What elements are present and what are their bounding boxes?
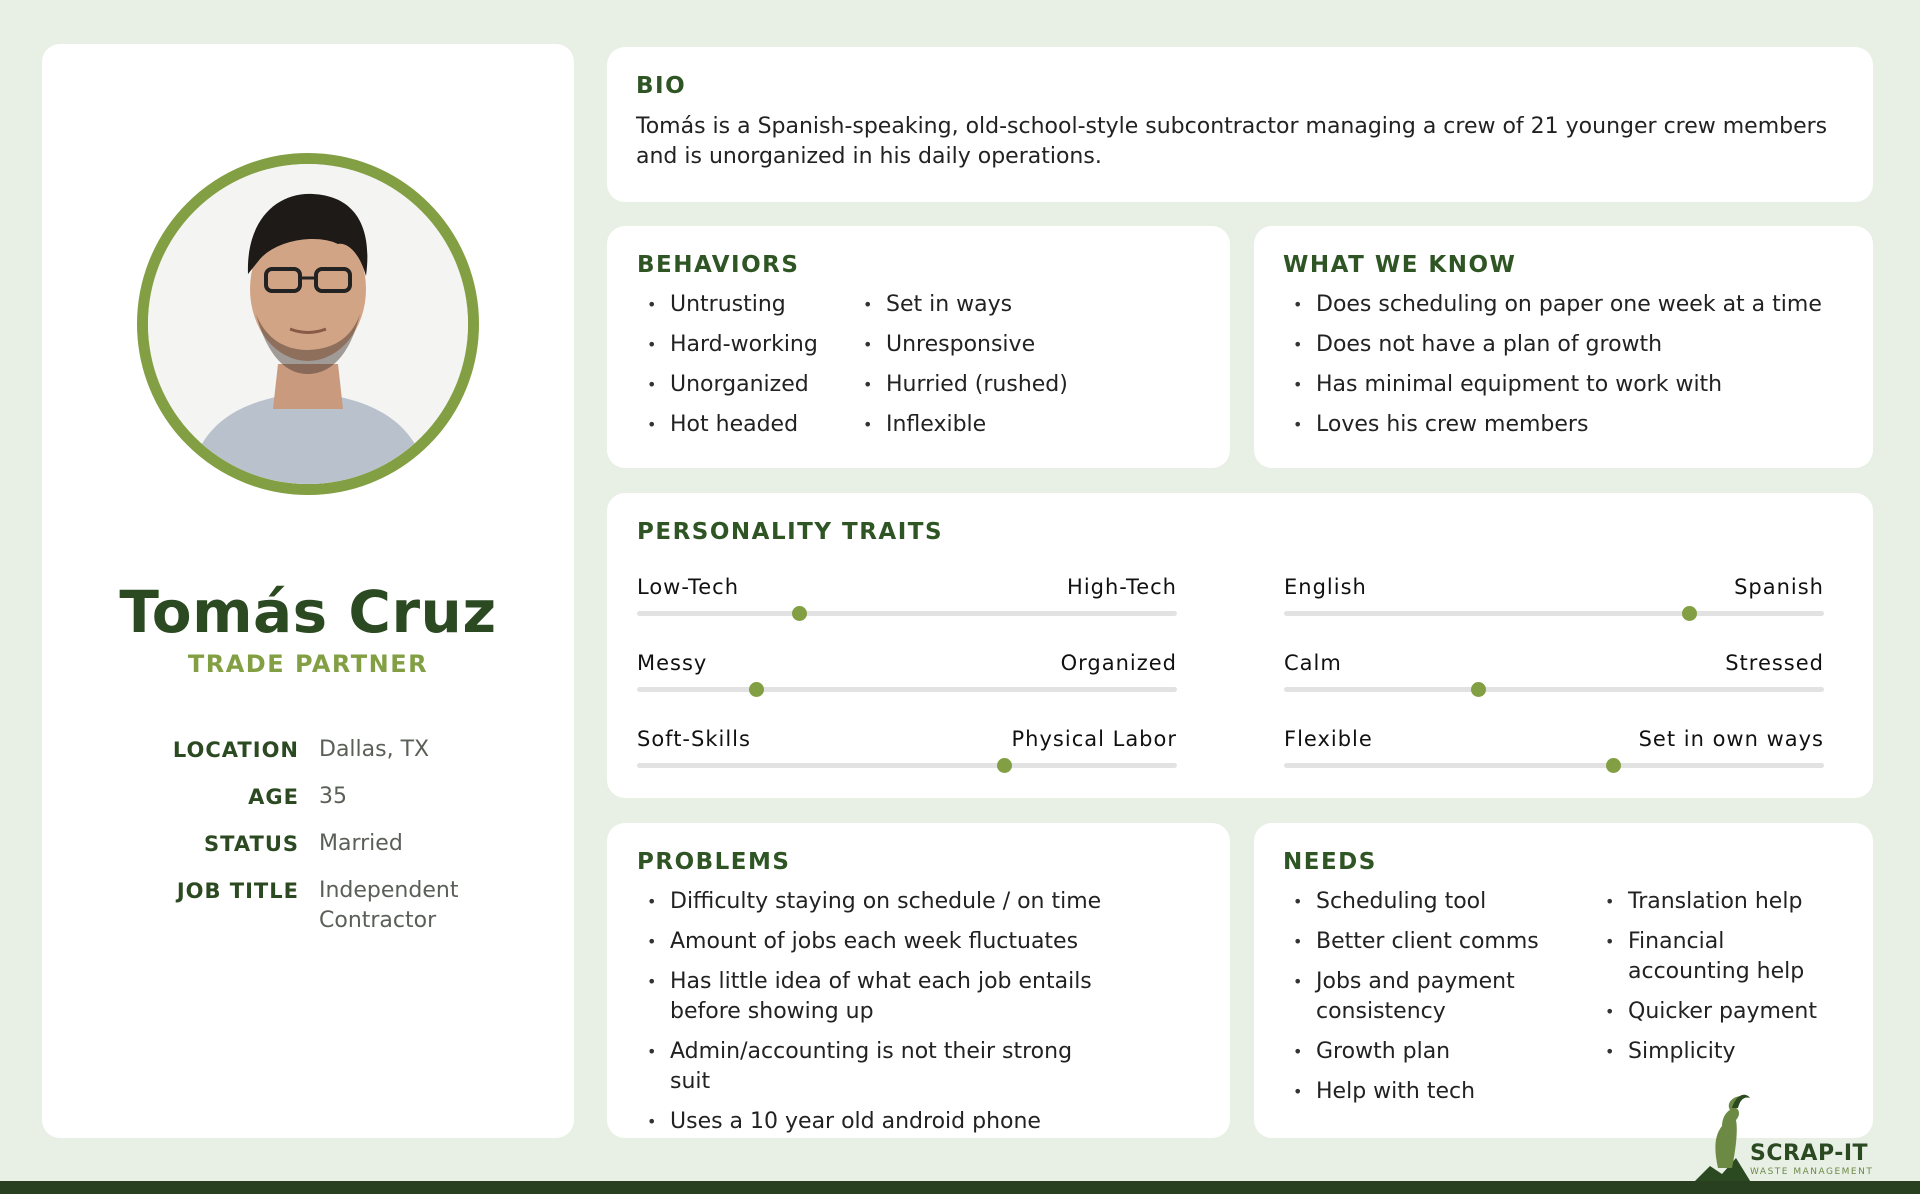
trait-slider (1284, 651, 1824, 721)
trait-left-label: Flexible (1284, 727, 1373, 751)
logo-sub-text: WASTE MANAGEMENT (1750, 1167, 1874, 1177)
trait-slider (637, 727, 1177, 797)
info-value: Married (319, 831, 403, 856)
list-item: • Loves his crew members (1283, 410, 1822, 440)
trait-left-label: Soft-Skills (637, 727, 751, 751)
list-item: • Unorganized (637, 370, 818, 400)
info-label: LOCATION (172, 738, 299, 762)
list-item: • Set in ways (853, 290, 1068, 320)
list-item: • Has little idea of what each job entails before showing up (637, 967, 1107, 1027)
what-we-know-list (1283, 290, 1822, 440)
list-item: • Scheduling tool (1283, 887, 1553, 917)
bio-heading: BIO (636, 73, 687, 99)
trait-slider (637, 575, 1177, 645)
needs-list-2 (1595, 887, 1845, 1067)
persona-name: Tomás Cruz (119, 578, 497, 646)
list-item: • Hurried (rushed) (853, 370, 1068, 400)
list-item: • Amount of jobs each week fluctuates (637, 927, 1107, 957)
bio-card (607, 47, 1873, 202)
trait-slider (637, 651, 1177, 721)
list-item: • Jobs and payment consistency (1283, 967, 1553, 1027)
list-item: • Hard-working (637, 330, 818, 360)
list-item: • Growth plan (1283, 1037, 1553, 1067)
list-item: • Uses a 10 year old android phone (637, 1107, 1107, 1137)
trait-marker (792, 606, 807, 621)
list-item: • Translation help (1595, 887, 1845, 917)
list-item: • Does scheduling on paper one week at a time (1283, 290, 1822, 320)
trait-marker (1606, 758, 1621, 773)
trait-track (637, 687, 1177, 692)
avatar-portrait-image (148, 164, 468, 484)
trait-left-label: Messy (637, 651, 708, 675)
trait-slider (1284, 575, 1824, 645)
persona-role: TRADE PARTNER (187, 650, 429, 678)
scrap-it-logo (1692, 1088, 1892, 1184)
behaviors-list-1 (637, 290, 818, 440)
trait-slider (1284, 727, 1824, 797)
list-item: • Unresponsive (853, 330, 1068, 360)
list-item: • Hot headed (637, 410, 818, 440)
info-value: 35 (319, 784, 347, 809)
trait-left-label: Calm (1284, 651, 1342, 675)
needs-list-1 (1283, 887, 1553, 1107)
needs-heading: NEEDS (1283, 849, 1377, 875)
trait-marker (997, 758, 1012, 773)
trait-marker (1682, 606, 1697, 621)
what-we-know-card (1254, 226, 1873, 468)
trait-left-label: English (1284, 575, 1367, 599)
trait-track (1284, 763, 1824, 768)
profile-card (42, 44, 574, 1138)
list-item: • Has minimal equipment to work with (1283, 370, 1822, 400)
trait-right-label: Spanish (1734, 575, 1824, 599)
footer-bar (0, 1181, 1920, 1194)
list-item: • Simplicity (1595, 1037, 1845, 1067)
trait-right-label: High-Tech (1067, 575, 1177, 599)
behaviors-heading: BEHAVIORS (637, 252, 800, 278)
info-label: AGE (248, 785, 299, 809)
info-value: Independent Contractor (319, 878, 459, 933)
info-value: Dallas, TX (319, 737, 430, 762)
avatar (137, 153, 479, 495)
trait-right-label: Organized (1060, 651, 1177, 675)
list-item: • Admin/accounting is not their strong suit (637, 1037, 1107, 1097)
trait-left-label: Low-Tech (637, 575, 740, 599)
problems-card (607, 823, 1230, 1138)
info-label: STATUS (204, 832, 299, 856)
trait-right-label: Stressed (1725, 651, 1824, 675)
list-item: • Difficulty staying on schedule / on time (637, 887, 1107, 917)
list-item: • Better client comms (1283, 927, 1553, 957)
what-we-know-heading: WHAT WE KNOW (1283, 252, 1517, 278)
trait-track (1284, 611, 1824, 616)
problems-heading: PROBLEMS (637, 849, 791, 875)
personality-heading: PERSONALITY TRAITS (637, 519, 944, 545)
trait-right-label: Physical Labor (1011, 727, 1177, 751)
bio-text: Tomás is a Spanish-speaking, old-school-style subcontractor managing a crew of 21 younger crew members and is unorganized in his daily operations. (636, 114, 1828, 169)
list-item: • Inflexible (853, 410, 1068, 440)
personality-card (607, 493, 1873, 798)
list-item: • Financial accounting help (1595, 927, 1845, 987)
info-label: JOB TITLE (176, 879, 299, 903)
trait-track (637, 611, 1177, 616)
behaviors-list-2 (853, 290, 1068, 440)
problems-list (637, 887, 1107, 1137)
trait-track (1284, 687, 1824, 692)
list-item: • Help with tech (1283, 1077, 1553, 1107)
trait-track (637, 763, 1177, 768)
list-item: • Does not have a plan of growth (1283, 330, 1822, 360)
list-item: • Quicker payment (1595, 997, 1845, 1027)
list-item: • Untrusting (637, 290, 818, 320)
mountain-goat-icon (1692, 1088, 1752, 1184)
trait-marker (749, 682, 764, 697)
trait-right-label: Set in own ways (1638, 727, 1824, 751)
behaviors-card (607, 226, 1230, 468)
logo-main-text: SCRAP-IT (1750, 1141, 1869, 1166)
trait-marker (1471, 682, 1486, 697)
